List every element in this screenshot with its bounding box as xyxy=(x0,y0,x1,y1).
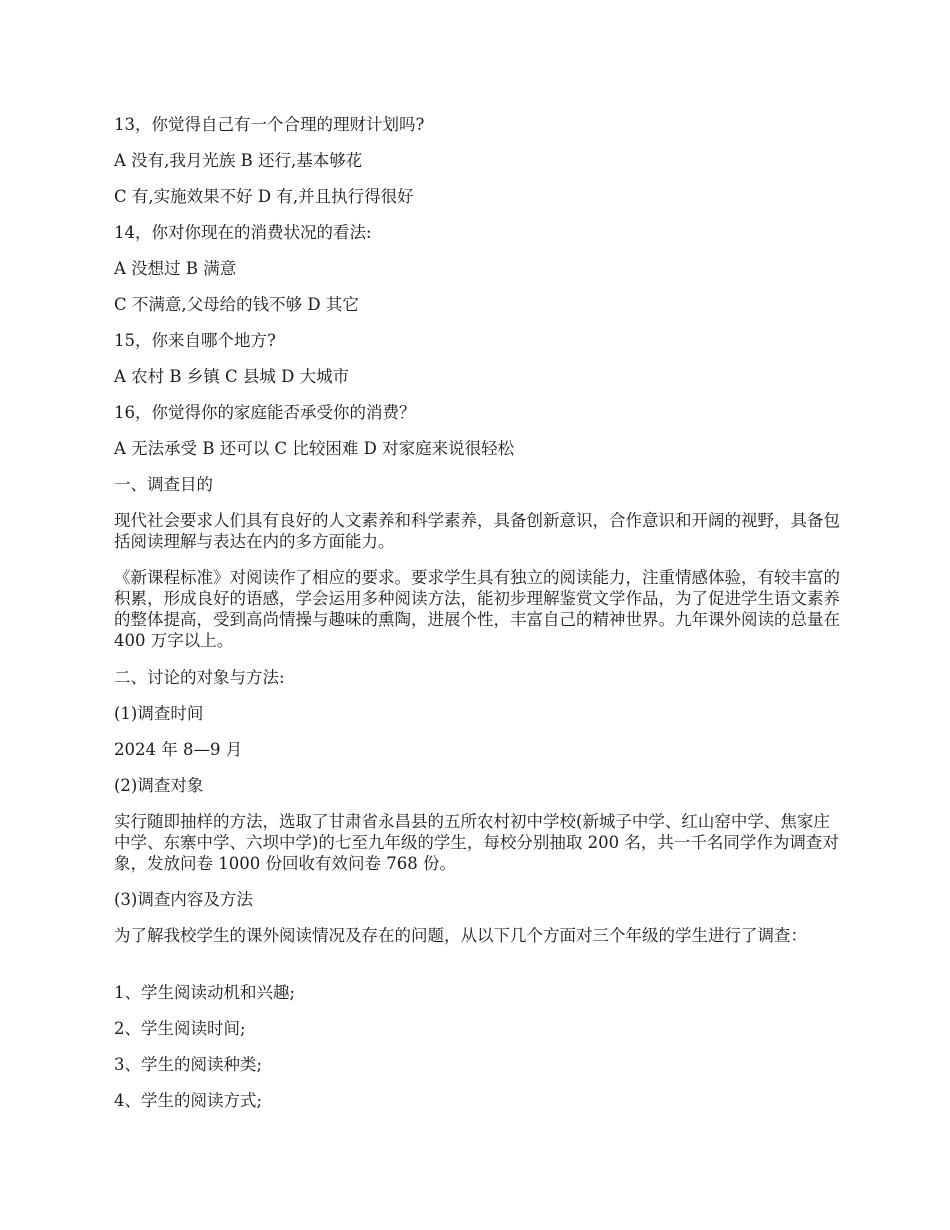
section-1-paragraph-1: 现代社会要求人们具有良好的人文素养和科学素养，具备创新意识，合作意识和开阔的视野，具备包括阅读理解与表达在内的多方面能力。 xyxy=(114,511,840,551)
question-14-options-ab: A 没想过 B 满意 xyxy=(114,259,237,278)
survey-time-value: 2024 年 8—9 月 xyxy=(114,740,243,759)
list-item: 2、学生阅读时间; xyxy=(114,1019,246,1038)
question-15-options: A 农村 B 乡镇 C 县城 D 大城市 xyxy=(114,367,350,386)
list-item: 1、学生阅读动机和兴趣; xyxy=(114,983,296,1002)
section-1-paragraph-2: 《新课程标准》对阅读作了相应的要求。要求学生具有独立的阅读能力，注重情感体验，有较丰富的积累，形成良好的语感，学会运用多种阅读方法，能初步理解鉴赏文学作品，为了促进学生语文素养的整体提高，受到高尚情操与趣味的熏陶，进展个性，丰富自己的精神世界。九年课外阅读的总量在 400 万字以上。 xyxy=(114,568,840,650)
section-1-heading: 一、调查目的 xyxy=(114,475,213,494)
section-2-heading: 二、讨论的对象与方法: xyxy=(114,668,285,687)
survey-subject-heading: (2)调查对象 xyxy=(114,776,204,795)
question-13: 13，你觉得自己有一个合理的理财计划吗? xyxy=(114,115,425,134)
question-16: 16，你觉得你的家庭能否承受你的消费？ xyxy=(114,403,416,422)
survey-content-heading: (3)调查内容及方法 xyxy=(114,890,253,909)
question-15: 15，你来自哪个地方? xyxy=(114,331,276,350)
question-16-options: A 无法承受 B 还可以 C 比较困难 D 对家庭来说很轻松 xyxy=(114,439,515,458)
list-item: 4、学生的阅读方式; xyxy=(114,1091,263,1110)
question-14: 14，你对你现在的消费状况的看法: xyxy=(114,223,372,242)
question-13-options-cd: C 有,实施效果不好 D 有,并且执行得很好 xyxy=(114,187,414,206)
survey-subject-paragraph: 实行随即抽样的方法，选取了甘肃省永昌县的五所农村初中学校(新城子中学、红山窑中学、焦家庄中学、东寨中学、六坝中学)的七至九年级的学生，每校分别抽取 200 名，共一千名同学作为调查对象，发放问卷 1000 份回收有效问卷 768 份。 xyxy=(114,812,839,873)
question-14-options-cd: C 不满意,父母给的钱不够 D 其它 xyxy=(114,295,359,314)
list-item: 3、学生的阅读种类; xyxy=(114,1055,263,1074)
survey-time-heading: (1)调查时间 xyxy=(114,704,204,723)
survey-content-intro: 为了解我校学生的课外阅读情况及存在的问题，从以下几个方面对三个年级的学生进行了调查： xyxy=(114,926,807,945)
question-13-options-ab: A 没有,我月光族 B 还行,基本够花 xyxy=(114,151,363,170)
